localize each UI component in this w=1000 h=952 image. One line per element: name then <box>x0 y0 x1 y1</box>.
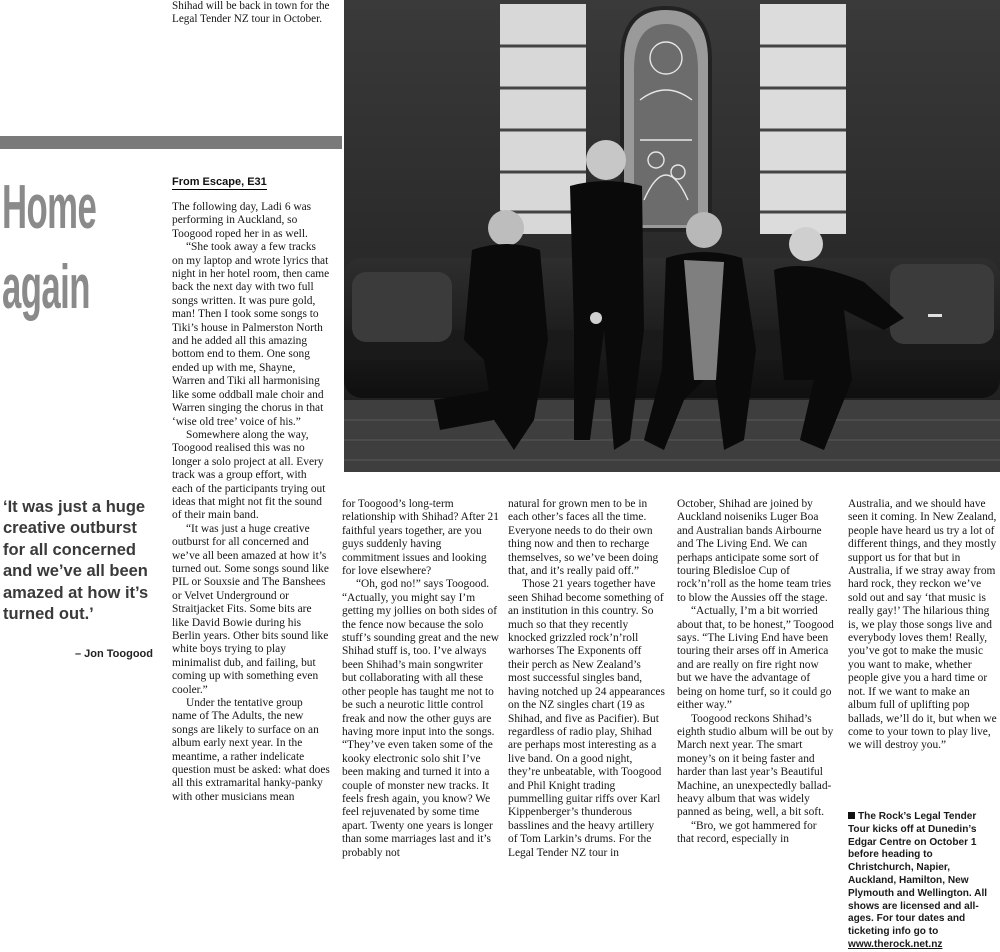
paragraph: for Toogood’s long-term relationship with Shihad? After 21 faithful years together, are you guys suddenly having commitment issues and looking for love elsewhere? <box>342 498 499 578</box>
paragraph: Toogood reckons Shihad’s eighth studio album will be out by March next year. The smart money’s on it being faster and harder than last year’s Beautiful Machine, an unexpectedly ballad-heavy album that was widely panned as being, well, a bit soft. <box>677 712 834 819</box>
paragraph: The following day, Ladi 6 was performing in Auckland, so Toogood roped her in as well. <box>172 201 312 240</box>
article-column-5 <box>848 498 1000 753</box>
paragraph: Those 21 years together have seen Shihad become something of an institution in this country. So much so that they recently knocked grizzled rock’n’roll warhorses The Exponents off their perch as New Zealand’s most successful singles band, having notched up 24 appearances on the NZ singles chart (19 as Shihad, and five as Pacifier). But regardless of radio play, Shihad are perhaps most interesting as a live band. On a good night, they’re unbeatable, with Toogood and Phil Knight trading pummelling guitar riffs over Karl Kippenberger’s thunderous basslines and the heavy artillery of Tom Larkin’s drums. For the Legal Tender NZ tour in <box>508 578 665 859</box>
photo-caption: Shihad will be back in town for the Legal Tender NZ tour in October. <box>172 0 330 26</box>
article-column-4 <box>677 498 834 847</box>
headline <box>2 168 97 328</box>
paragraph: natural for grown men to be in each other’s faces all the time. Everyone needs to do their own thing now and then to recharge themselves, so we’ve been doing that, and it’s really paid off.” <box>508 498 659 578</box>
paragraph: “Oh, god no!” says Toogood. “Actually, you might say I’m getting my jollies on both sides of the fence now because the solo stuff’s sounding great and the new Shihad stuff is, too. I’ve always been Shihad’s main songwriter but collaborating with all these other people has taught me not to be such a neurotic little control freak and now the other guys are having more input into the songs. “They’ve even taken some of the kooky electronic solo shit I’ve been making and turned it into a couple of monster new tracks. It feels fresh again, you know? We feel rejuvenated by some time apart. Twenty one years is longer than some marriages last and it’s probably not <box>342 578 500 859</box>
paragraph: “Actually, I’m a bit worried about that, to be honest,” Toogood says. “The Living End have been touring their arses off in America and are really on fire right now but we have the advantage of being on home turf, so it could go either way.” <box>677 605 834 712</box>
jump-reference: From Escape, E31 <box>172 176 267 188</box>
headline-line-2: again <box>2 253 90 322</box>
band-photo-illustration <box>344 0 1000 472</box>
square-bullet-icon <box>848 812 855 819</box>
watermark-digits <box>0 10 21 90</box>
paragraph: “It was just a huge creative outburst for all concerned and we’ve all been amazed at how it’s turned out. Some songs sound like PIL or Souxsie and The Banshees or Velvet Underground or Straitjacket Fits. Some bits are like David Bowie during his Berlin years. Other bits sound like white boys trying to play minimalist dub, and failing, but coming up with something even cooler.” <box>172 522 329 696</box>
headline-line-1: Home <box>2 173 97 242</box>
paragraph: “Bro, we got hammered for that record, especially in <box>677 819 817 846</box>
paragraph: Under the tentative group name of The Adults, the new songs are likely to surface on an album early next year. In the meantime, a rather indelicate question must be asked: what does all this extramarital hanky-panky with other musicians mean <box>172 697 330 803</box>
pull-quote: ‘It was just a huge creative outburst for all concerned and we’ve all been amazed at how it’s turned out.’ <box>3 498 149 624</box>
paragraph: Australia, and we should have seen it coming. In New Zealand, people have heard us try a lot of different things, and they mostly support us for that but in Australia, if we stray away from hard rock, they reckon we’ve sold out and say ‘that music is really gay!’ The hilarious thing is, we play those songs live and everybody loves them! Really, you’ve got to make the music you want to make, whether people give you a hard time or not. If we want to make an album full of uplifting pop ballads, we’ll do it, but when we come to your town to play live, we will destroy you.” <box>848 498 997 752</box>
article-column-1 <box>172 201 330 804</box>
tour-info-box <box>848 811 998 952</box>
tour-info-link[interactable]: www.therock.net.nz <box>848 938 943 950</box>
pull-quote-attribution: – Jon Toogood <box>74 648 153 660</box>
section-rule <box>0 136 342 149</box>
article-column-3 <box>508 498 665 860</box>
band-photo <box>344 0 1000 472</box>
tour-info-text: The Rock’s Legal Tender Tour kicks off at Dunedin’s Edgar Centre on October 1 before heading to Christchurch, Napier, Auckland, Hamilton, New Plymouth and Wellington. All shows are licensed and all-ages. For tour dates and ticketing info go to <box>848 811 988 938</box>
article-column-2 <box>342 498 499 860</box>
paragraph: October, Shihad are joined by Auckland noiseniks Luger Boa and Australian bands Airbourne and The Living End. We can perhaps anticipate some sort of touring Bledisloe Cup of rock’n’roll as the home team tries to blow the Aussies off the stage. <box>677 498 832 604</box>
paragraph: “She took away a few tracks on my laptop and wrote lyrics that night in her hotel room, then came back the next day with two full songs written. It was pure gold, man! Then I took some songs to Tiki’s house in Palmerston North and he added all this amazing bottom end to them. One song ended up with me, Shayne, Warren and Tiki all harmonising like some oddball male choir and Warren singing the chorus in that ‘wise old tree’ voice of his.” <box>172 241 330 428</box>
paragraph: Somewhere along the way, Toogood realised this was no longer a solo project at all. Every track was a group effort, with each of the participants trying out ideas that might not fit the sound of their main band. <box>172 428 326 522</box>
